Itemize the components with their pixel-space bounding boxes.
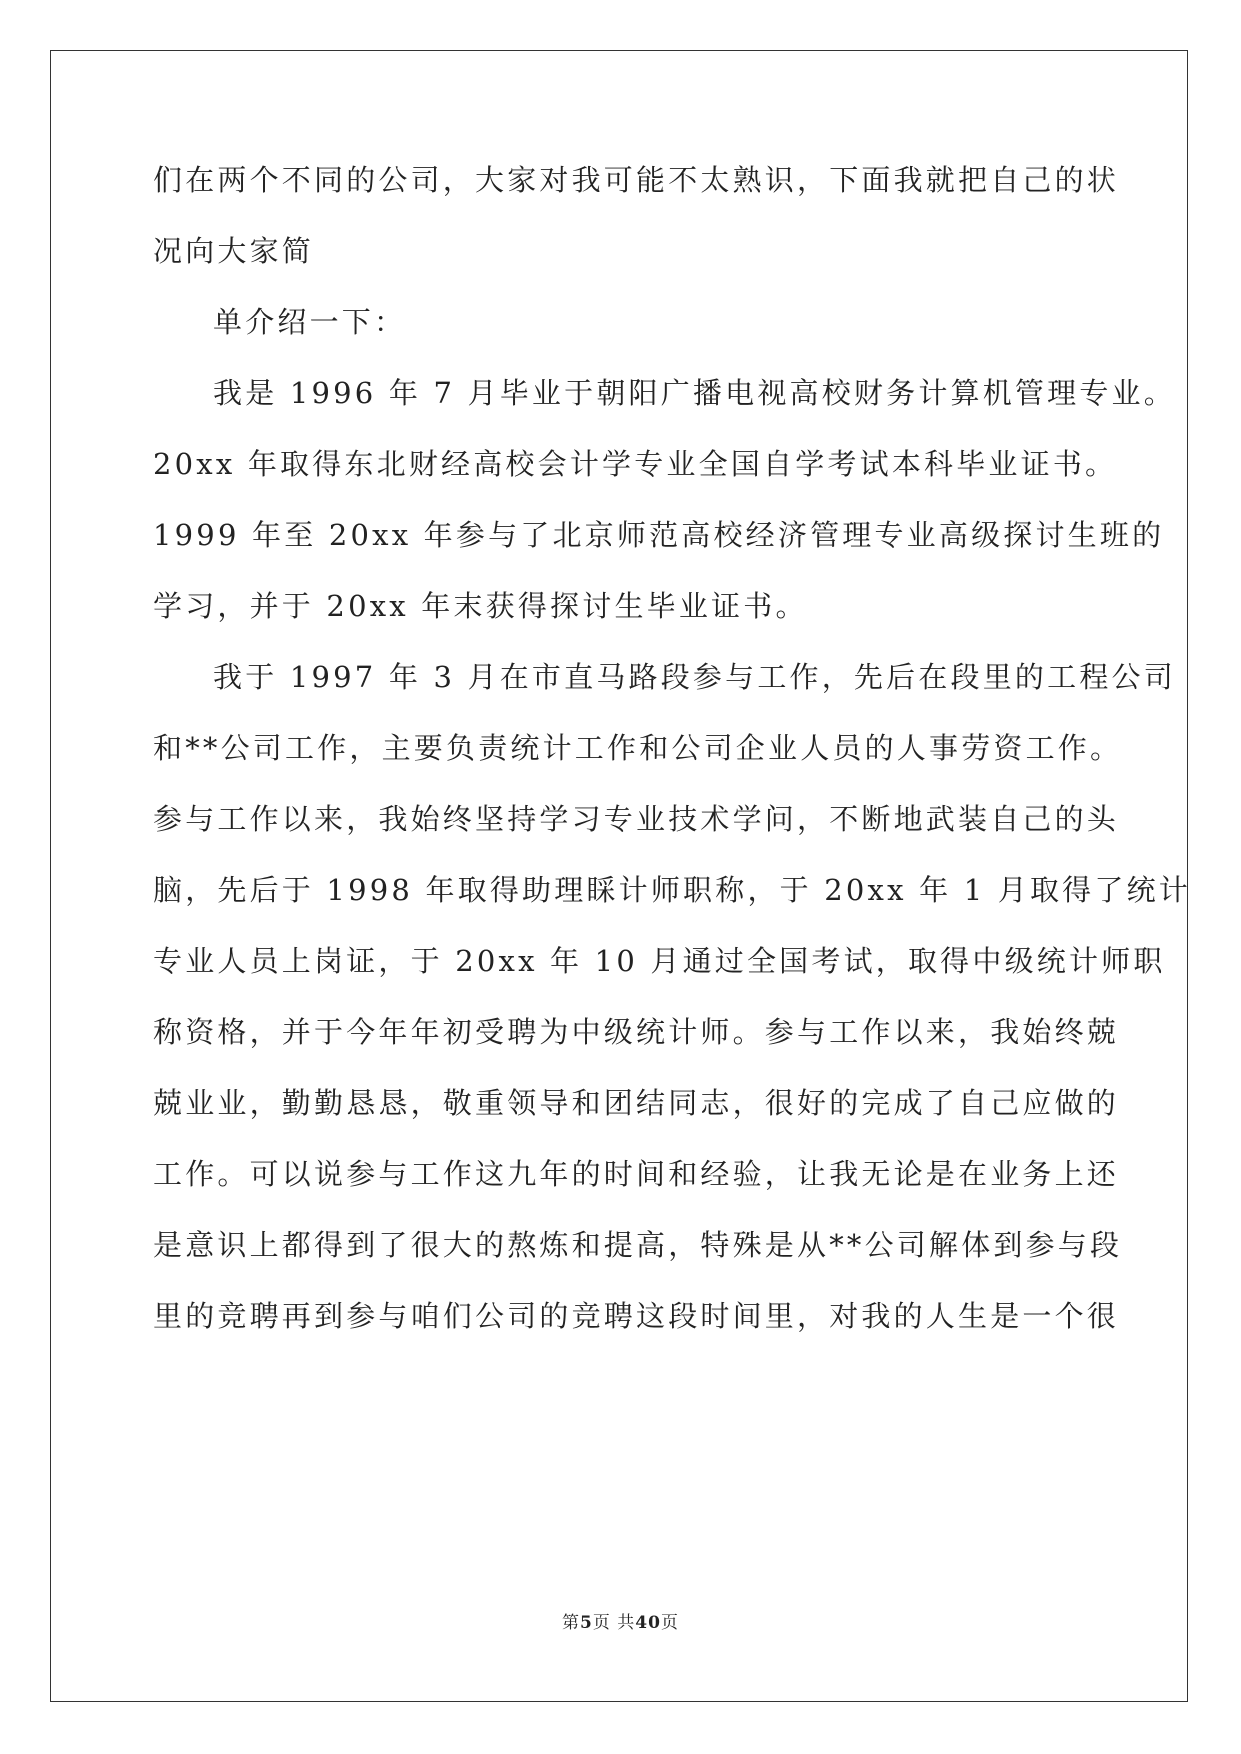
text-line: 我是 1996 年 7 月毕业于朝阳广播电视高校财务计算机管理专业。 bbox=[213, 376, 1176, 410]
footer-mid: 页 共 bbox=[592, 1613, 636, 1633]
text-line: 兢业业，勤勤恳恳，敬重领导和团结同志，很好的完成了自己应做的 bbox=[153, 1086, 1120, 1120]
text-line: 和**公司工作，主要负责统计工作和公司企业人员的人事劳资工作。 bbox=[153, 731, 1123, 765]
text-line: 们在两个不同的公司，大家对我可能不太熟识，下面我就把自己的状 bbox=[153, 163, 1120, 197]
text-line: 学习，并于 20xx 年末获得探讨生毕业证书。 bbox=[153, 589, 808, 623]
text-line: 工作。可以说参与工作这九年的时间和经验，让我无论是在业务上还 bbox=[153, 1157, 1120, 1191]
text-line: 里的竞聘再到参与咱们公司的竞聘这段时间里，对我的人生是一个很 bbox=[153, 1299, 1120, 1333]
text-line: 况向大家简 bbox=[153, 234, 315, 268]
text-line: 20xx 年取得东北财经高校会计学专业全国自学考试本科毕业证书。 bbox=[153, 447, 1118, 481]
total-pages-number: 40 bbox=[635, 1613, 661, 1633]
text-line: 称资格，并于今年年初受聘为中级统计师。参与工作以来，我始终兢 bbox=[153, 1015, 1120, 1049]
text-line: 我于 1997 年 3 月在市直马路段参与工作，先后在段里的工程公司 bbox=[213, 660, 1176, 694]
text-line: 参与工作以来，我始终坚持学习专业技术学问，不断地武装自己的头 bbox=[153, 802, 1120, 836]
text-line: 专业人员上岗证，于 20xx 年 10 月通过全国考试，取得中级统计师职 bbox=[153, 944, 1166, 978]
text-line: 是意识上都得到了很大的熬炼和提高，特殊是从**公司解体到参与段 bbox=[153, 1228, 1123, 1262]
current-page-number: 5 bbox=[580, 1613, 593, 1633]
text-line: 1999 年至 20xx 年参与了北京师范高校经济管理专业高级探讨生班的 bbox=[153, 518, 1165, 552]
footer-suffix: 页 bbox=[660, 1613, 679, 1633]
text-line: 单介绍一下： bbox=[213, 305, 407, 339]
text-line: 脑，先后于 1998 年取得助理睬计师职称，于 20xx 年 1 月取得了统计 bbox=[153, 873, 1191, 907]
page-footer bbox=[0, 1608, 1241, 1633]
footer-prefix: 第 bbox=[562, 1613, 581, 1633]
